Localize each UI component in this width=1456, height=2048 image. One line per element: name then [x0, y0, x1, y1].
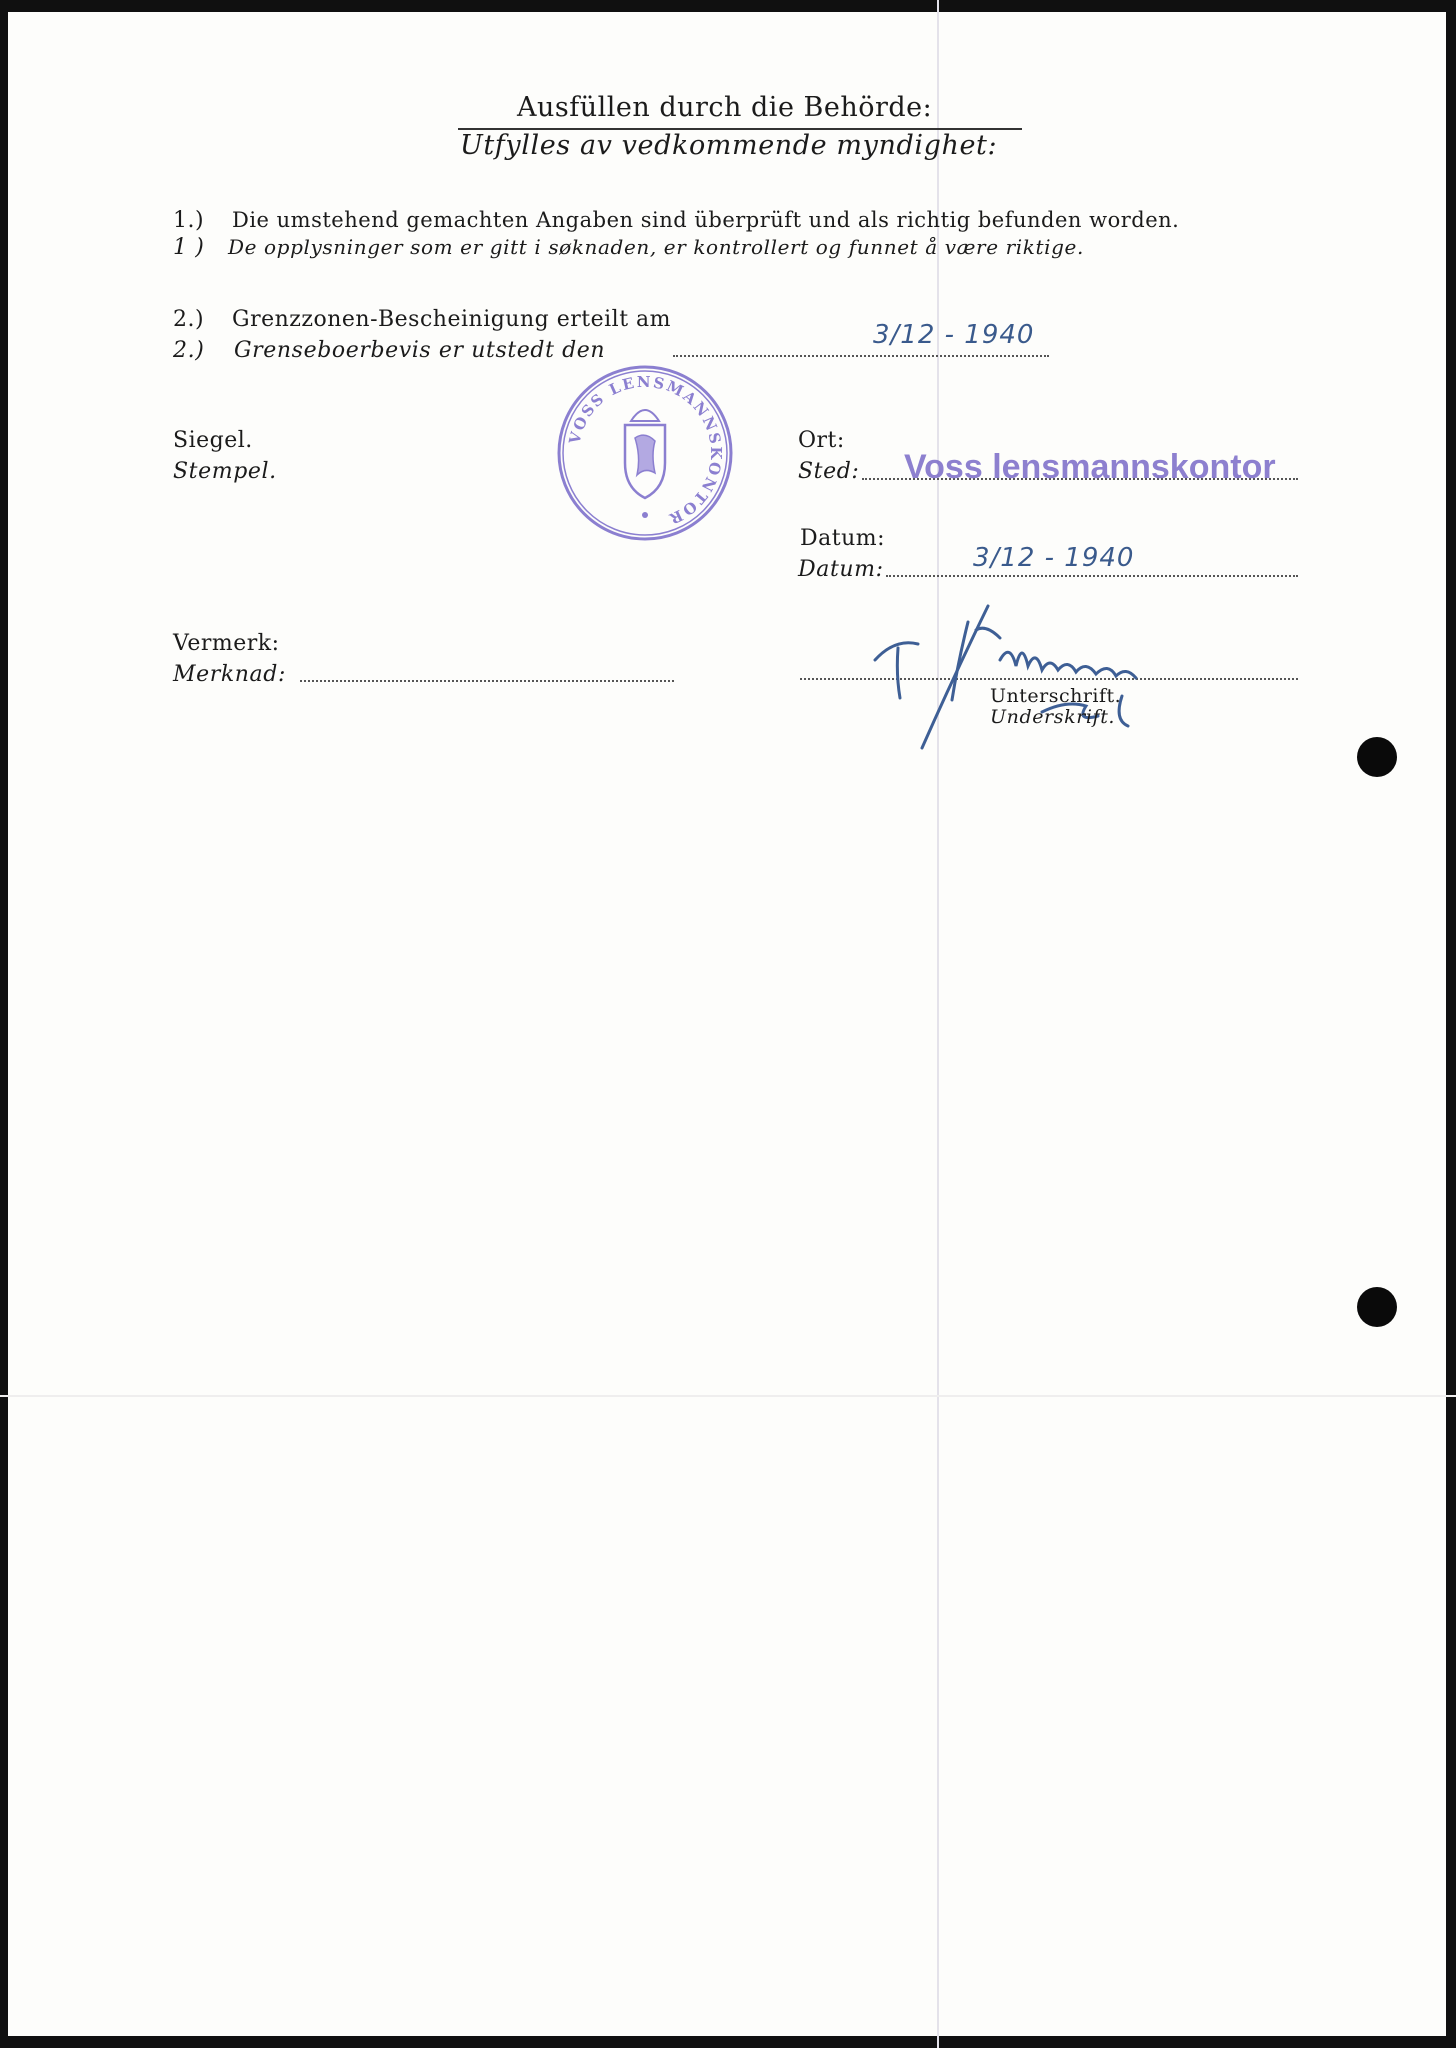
item2-number-no: 2.) — [173, 338, 205, 363]
remark-dotted-line — [300, 680, 674, 682]
punch-hole-top — [1357, 737, 1397, 777]
item2-handwritten-date: 3/12 - 1940 — [873, 320, 1035, 350]
paper-fold-line — [937, 0, 939, 2048]
seal-ring-text: VOSS LENSMANNSKONTOR — [565, 372, 726, 529]
scan-border-right — [1446, 0, 1456, 2048]
place-label-no: Sted: — [798, 459, 860, 484]
place-label-de: Ort: — [798, 428, 845, 453]
scan-border-bottom — [0, 2036, 1456, 2048]
item2-date-dotted-line — [673, 355, 1049, 357]
scan-border-left — [0, 0, 8, 2048]
date-label-no: Datum: — [798, 557, 884, 582]
signature-label-no: Underskrift. — [990, 706, 1116, 728]
official-seal-stamp — [555, 363, 735, 543]
paper-crease — [0, 1395, 1456, 1397]
date-handwritten-value: 3/12 - 1940 — [973, 543, 1135, 573]
place-stamp-value: Voss lensmannskontor — [904, 448, 1276, 486]
signature-label-de: Unterschrift. — [990, 685, 1122, 707]
handwritten-signature — [870, 600, 1190, 760]
item2-number-de: 2.) — [173, 307, 205, 332]
seal-label-no: Stempel. — [173, 459, 277, 484]
remark-label-no: Merknad: — [173, 662, 286, 687]
item1-number-no: 1 ) — [173, 235, 205, 260]
date-dotted-line — [886, 575, 1298, 577]
item2-text-de: Grenzzonen-Bescheinigung erteilt am — [232, 307, 672, 332]
punch-hole-bottom — [1357, 1287, 1397, 1327]
seal-label-de: Siegel. — [173, 428, 253, 453]
item2-text-no: Grenseboerbevis er utstedt den — [234, 338, 606, 363]
header-title-no: Utfylles av vedkommende myndighet: — [460, 130, 998, 161]
item1-text-de: Die umstehend gemachten Angaben sind überprüft und als richtig befunden worden. — [232, 208, 1180, 232]
item1-number-de: 1.) — [173, 208, 205, 233]
item1-text-no: De opplysninger som er gitt i søknaden, er kontrollert og funnet å være riktige. — [228, 235, 1084, 259]
remark-label-de: Vermerk: — [173, 631, 280, 656]
date-label-de: Datum: — [800, 526, 886, 551]
header-title-de: Ausfüllen durch die Behörde: — [517, 92, 933, 123]
scan-border-top — [0, 0, 1456, 12]
